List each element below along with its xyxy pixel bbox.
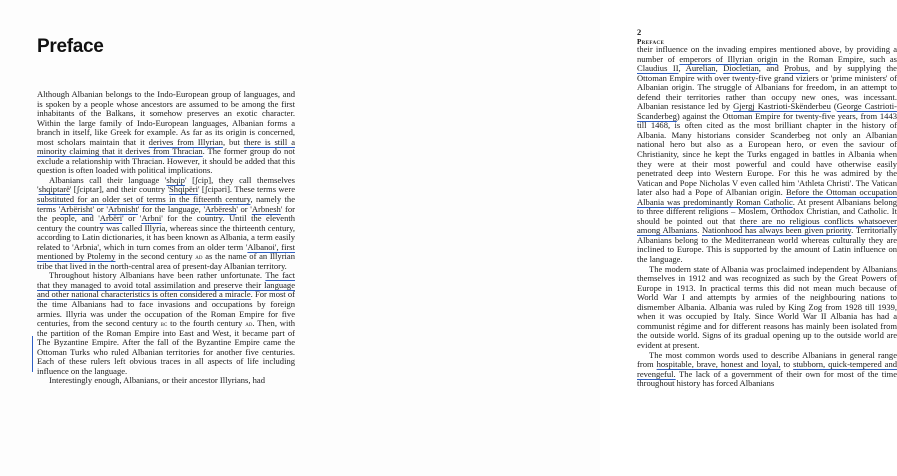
paragraph — [637, 45, 897, 265]
text-run: . The former group do not exclude a relationship with Thracian. However, it should be added that this question is often loaded with political implications. — [37, 146, 295, 176]
page-title: Preface — [37, 36, 104, 57]
text-run: ' or ' — [122, 213, 142, 224]
underlined-phrase: Shqipëri — [169, 184, 199, 195]
paragraph — [37, 90, 295, 176]
paragraph — [37, 176, 295, 271]
underlined-phrase: Albanoi', first mentioned by Ptolemy — [37, 241, 296, 262]
underlined-phrase: The fact that they managed to avoid total assimilation and preserve their language and other national characteristics is often considered a miracle — [37, 270, 296, 300]
text-run: ' for the people, and ' — [37, 203, 295, 224]
text-run: The lack of a government of their own for most of the time throughout history has forced Albanians — [637, 368, 897, 389]
text-run: ' or ' — [92, 203, 108, 214]
text-run: Although Albanian belongs to the Indo-European group of languages, and is spoken by a people whose ancestors are assumed to be among the first inhabitants of the Balkans, it somehow preserves an exotic character. Within the large family of Indo-European languages, Albanian forms a branch in itself, like Greek for example. As far as its origin is concerned, most scholars maintain that it — [37, 89, 295, 147]
text-run: ' [ʃcipəri]. These terms were — [198, 184, 295, 195]
text-run: . — [697, 225, 702, 236]
page-number: 2 — [637, 27, 642, 37]
underlined-phrase: emperors of Illyrian origin — [679, 53, 778, 64]
text-run: ' for the language, ' — [137, 203, 205, 214]
underlined-phrase: substituted for an older set of terms in the fifteenth century — [37, 194, 251, 205]
underlined-phrase: shqiptarë — [38, 184, 70, 195]
underlined-phrase: hospitable, brave, honest and loyal, — [656, 359, 781, 370]
text-run: in the second century — [115, 251, 196, 262]
text-run: , and — [758, 63, 785, 74]
text-run: ' for the country. Until the eleventh century the country was called Illyria, whereas since the thirteenth century, according to Latin dictionaries, it has been known as Albania, a term easily related to 'Arbnia', which in turn comes from an older term ' — [37, 213, 295, 252]
text-run: Albanians call their language ' — [49, 174, 167, 185]
underlined-phrase: there is still a minority claiming that it derives from Thracian — [37, 136, 295, 157]
underlined-phrase: derives from Illyrian — [148, 136, 223, 147]
text-run: Throughout history Albanians have been rather unfortunate. — [49, 270, 266, 281]
paragraph — [637, 265, 897, 351]
running-head-title: Preface — [637, 38, 665, 46]
text-run: their influence on the invading empires mentioned above, by providing a number of — [637, 44, 897, 64]
underlined-phrase: Probus — [784, 63, 808, 74]
text-run: ) against the Ottoman Empire for twenty-five years, from 1443 till 1468, is often cited as the most brilliant chapter in the history of Albania. Many historians consider Scanderbeg not only an Albanian national hero but also as a European hero, or even the saviour of Christianity, since he kept the Turks engaged in battles in Albania when they were at their most powerful and could have otherwise easily penetrated deep into Western Europe. For this he was admired by the Vatican and Pope Nicholas V even called him 'Athleta Christi'. The Vatican later also had a Pope of Albanian origin. — [637, 110, 897, 198]
text-run: , but — [222, 136, 244, 147]
underlined-phrase: there are no religious conflicts whatsoever among Albanians — [637, 215, 897, 236]
paragraph — [37, 376, 295, 386]
text-run: , namely the terms ' — [37, 194, 295, 214]
underlined-phrase: Arbëresh — [205, 203, 237, 214]
underlined-phrase: Arbni — [141, 213, 162, 224]
right-page — [300, 0, 897, 476]
text-run: to the fourth century — [167, 318, 246, 329]
text-run: Interestingly enough, Albanians, or their ancestor Illyrians, had — [49, 375, 265, 386]
text-run: The most common words used to describe Albanians in general range from — [637, 349, 897, 370]
era-abbreviation: ad — [195, 252, 203, 262]
right-page-body — [637, 45, 897, 389]
text-run: ' [ʃciptar], and their country ' — [69, 184, 170, 195]
left-page-body — [37, 90, 295, 386]
text-run: , and by supplying the Ottoman Empire with over twenty-five grand viziers or 'prime ministers' of Albanian origin. The struggle of Albanians for freedom, in an attempt to defend their territories rather than occupy new ones, was incessant. Albanian resistance led by — [637, 63, 897, 112]
text-run: in the Roman Empire, such as — [777, 53, 897, 64]
text-run: ' [ʃcip], they call themselves ' — [37, 174, 296, 195]
era-abbreviation: bc — [160, 319, 168, 329]
text-run: The modern state of Albania was proclaimed independent by Albanians themselves in 1912 and was recognized as such by the Great Powers of Europe in 1913. In practical terms this did not mean much because of World War I and attempts by armies of the neighbouring nations to dismember Albania. Albania was ruled by King Zog from 1928 till 1939, when it was occupied by Italy. Since World War II Albania has had a communist régime and for different reasons has mainly been isolated from the outside world. Signs of its gradual opening up to the outside world are evident at present. — [637, 263, 897, 350]
underlined-phrase: Before the Ottoman occupation Albania was predominantly Roman Catholic — [637, 187, 897, 207]
underlined-phrase: Arbërisht — [60, 203, 93, 214]
underlined-phrase: Arbnesh — [251, 203, 281, 214]
underlined-phrase: Arbëri — [99, 213, 123, 224]
text-run: , — [715, 63, 724, 74]
underlined-phrase: Nationhood has always been given priority — [701, 225, 852, 236]
text-run: to — [780, 359, 794, 370]
era-abbreviation: ad — [245, 319, 253, 329]
text-run: . Territorially Albanians belong to the Mediterranean world whereas culturally they are inclined to Europe. This is supported by the amount of Latin influence on the language. — [637, 225, 897, 265]
text-run: as the name of an Illyrian tribe that lived in the north-central area of present-day Albanian territory. — [37, 251, 295, 271]
text-run: ' or ' — [236, 203, 252, 214]
text-run: . At present Albanians belong to three different religions – Moslem, Orthodox Christian, and Catholic. It should be pointed out that — [637, 196, 897, 226]
underlined-phrase: stubborn, quick-tempered and revengeful. — [637, 359, 897, 379]
underlined-phrase: George Castrioti-Scanderbeg — [637, 101, 897, 121]
text-run: ( — [830, 101, 837, 112]
underlined-phrase: Arbnisht — [107, 203, 138, 214]
text-run: . Then, with the partition of the Roman Empire into East and West, it became part of The Byzantine Empire. After the fall of the Byzantine Empire came the Ottoman Turks who ruled Albanian territories for another five centuries. Each of these rulers left obvious traces in all aspects of life including influence on the language. — [37, 318, 295, 376]
paragraph — [637, 351, 897, 389]
text-run: , — [678, 63, 686, 74]
underlined-phrase: shqip — [166, 174, 185, 185]
paragraph — [37, 271, 295, 376]
underlined-phrase: Gjergj Kastrioti-Skënderbeu — [733, 101, 831, 112]
underlined-phrase: Diocletian — [723, 63, 759, 74]
text-run: . For most of the time Albanians had to face invasions and occupations by foreign armies. Illyria was under the occupation of the Roman Empire for five centuries, from the second century — [37, 289, 295, 329]
underlined-phrase: Claudius II — [637, 63, 679, 74]
left-page — [0, 0, 300, 476]
underlined-phrase: Aurelian — [685, 63, 716, 74]
